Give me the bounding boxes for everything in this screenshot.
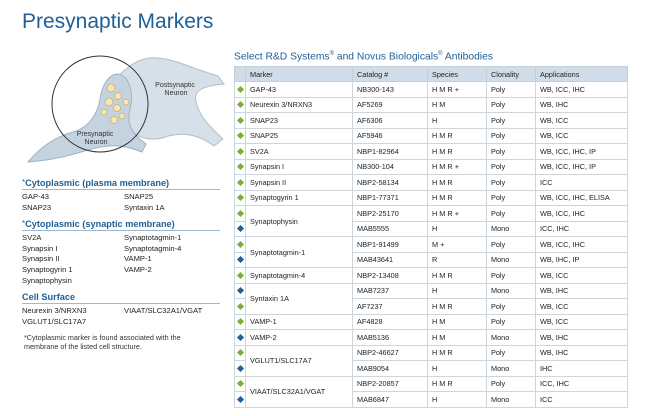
species-cell: H M R — [428, 345, 487, 361]
table-row — [235, 97, 628, 113]
marker-cell: VIAAT/SLC32A1/VGAT — [246, 376, 353, 407]
row-diamond-icon — [235, 376, 246, 392]
species-cell: H M — [428, 330, 487, 346]
applications-cell: WB, ICC, IHC — [536, 206, 628, 222]
diamond-icon — [236, 179, 243, 186]
clonality-cell: Poly — [487, 268, 536, 284]
marker-cell: Neurexin 3/NRXN3 — [246, 97, 353, 113]
species-cell: H M R + — [428, 159, 487, 175]
catalog-cell: MAB5555 — [353, 221, 428, 237]
clonality-cell: Mono — [487, 252, 536, 268]
table-row — [235, 268, 628, 284]
species-cell: H M R — [428, 299, 487, 315]
category-item: SNAP25 — [124, 192, 154, 201]
clonality-cell: Poly — [487, 159, 536, 175]
table-row — [235, 144, 628, 160]
catalog-cell: NB300-143 — [353, 82, 428, 98]
catalog-cell: MAB9054 — [353, 361, 428, 377]
row-diamond-icon — [235, 175, 246, 191]
marker-cell: Synaptogyrin 1 — [246, 190, 353, 206]
row-diamond-icon — [235, 361, 246, 377]
species-cell: H — [428, 392, 487, 408]
applications-cell: WB, ICC — [536, 314, 628, 330]
catalog-cell: NBP2-58134 — [353, 175, 428, 191]
col-applications: Applications — [536, 67, 628, 82]
table-row — [235, 206, 628, 222]
species-cell: H — [428, 283, 487, 299]
row-diamond-icon — [235, 237, 246, 253]
marker-cell: Synapsin I — [246, 159, 353, 175]
catalog-cell: AF5946 — [353, 128, 428, 144]
applications-cell: WB, IHC, IP — [536, 252, 628, 268]
dot-column-header — [235, 67, 246, 82]
col-catalog: Catalog # — [353, 67, 428, 82]
diamond-icon — [236, 210, 243, 217]
applications-cell: WB, IHC — [536, 97, 628, 113]
table-header-row — [235, 67, 628, 82]
row-diamond-icon — [235, 144, 246, 160]
row-diamond-icon — [235, 252, 246, 268]
clonality-cell: Poly — [487, 376, 536, 392]
row-diamond-icon — [235, 299, 246, 315]
category-item: SNAP23 — [22, 202, 52, 212]
category-section — [22, 219, 220, 285]
clonality-cell: Mono — [487, 330, 536, 346]
catalog-cell: AF7237 — [353, 299, 428, 315]
clonality-cell: Poly — [487, 175, 536, 191]
category-item: SV2A — [22, 233, 42, 243]
applications-cell: ICC, IHC — [536, 376, 628, 392]
clonality-cell: Poly — [487, 97, 536, 113]
category-item: VGLUT1/SLC17A7 — [22, 316, 87, 326]
table-row — [235, 283, 628, 299]
marker-cell: Synaptotagmin-1 — [246, 237, 353, 268]
catalog-cell: AF4828 — [353, 314, 428, 330]
catalog-cell: NB300-104 — [353, 159, 428, 175]
marker-cell: Synaptotagmin-4 — [246, 268, 353, 284]
row-diamond-icon — [235, 206, 246, 222]
catalog-cell: AF5269 — [353, 97, 428, 113]
diamond-icon — [236, 349, 243, 356]
marker-cell: VAMP-2 — [246, 330, 353, 346]
clonality-cell: Mono — [487, 361, 536, 377]
presynaptic-neuron-shape — [28, 74, 146, 162]
synapse-diagram — [18, 44, 228, 164]
diamond-icon — [236, 318, 243, 325]
category-heading: Cell Surface — [22, 292, 220, 304]
category-item: VAMP-2 — [124, 264, 152, 274]
row-diamond-icon — [235, 128, 246, 144]
species-cell: H M R — [428, 175, 487, 191]
applications-cell: WB, ICC, IHC — [536, 237, 628, 253]
catalog-cell: NBP2-46627 — [353, 345, 428, 361]
table-row — [235, 159, 628, 175]
category-item: GAP-43 — [22, 192, 50, 201]
species-cell: R — [428, 252, 487, 268]
marker-cell: Synapsin II — [246, 175, 353, 191]
category-section — [22, 178, 220, 212]
diamond-icon — [236, 380, 243, 387]
diamond-icon — [236, 86, 243, 93]
marker-cell: SNAP25 — [246, 128, 353, 144]
species-cell: H M — [428, 97, 487, 113]
clonality-cell: Poly — [487, 345, 536, 361]
postsynaptic-label: Postsynaptic Neuron — [155, 82, 195, 97]
applications-cell: WB, ICC — [536, 128, 628, 144]
catalog-cell: MAB5136 — [353, 330, 428, 346]
diamond-icon — [236, 225, 243, 232]
catalog-cell: MAB7237 — [353, 283, 428, 299]
diamond-icon — [236, 148, 243, 155]
applications-cell: IHC — [536, 361, 628, 377]
row-diamond-icon — [235, 113, 246, 129]
page-title: Presynaptic Markers — [22, 10, 214, 33]
clonality-cell: Poly — [487, 128, 536, 144]
catalog-cell: NBP1-77371 — [353, 190, 428, 206]
col-species: Species — [428, 67, 487, 82]
table-row — [235, 113, 628, 129]
diamond-icon — [236, 272, 243, 279]
species-cell: H — [428, 113, 487, 129]
table-row — [235, 345, 628, 361]
catalog-cell: MAB6847 — [353, 392, 428, 408]
species-cell: H — [428, 361, 487, 377]
row-diamond-icon — [235, 159, 246, 175]
col-marker: Marker — [246, 67, 353, 82]
catalog-cell: NBP1-82964 — [353, 144, 428, 160]
marker-categories — [22, 178, 220, 333]
diamond-icon — [236, 163, 243, 170]
marker-cell: SV2A — [246, 144, 353, 160]
species-cell: H M R + — [428, 206, 487, 222]
clonality-cell: Mono — [487, 392, 536, 408]
row-diamond-icon — [235, 221, 246, 237]
applications-cell: ICC — [536, 392, 628, 408]
catalog-cell: NBP1-91499 — [353, 237, 428, 253]
table-row — [235, 128, 628, 144]
table-row — [235, 237, 628, 253]
diamond-icon — [236, 396, 243, 403]
species-cell: M + — [428, 237, 487, 253]
applications-cell: ICC, IHC — [536, 221, 628, 237]
row-diamond-icon — [235, 283, 246, 299]
category-item: VAMP-1 — [124, 254, 152, 264]
applications-cell: WB, IHC — [536, 283, 628, 299]
clonality-cell: Poly — [487, 113, 536, 129]
row-diamond-icon — [235, 392, 246, 408]
clonality-cell: Poly — [487, 314, 536, 330]
catalog-cell: NBP2-25170 — [353, 206, 428, 222]
table-heading: Select R&D Systems® and Novus Biologicals® Antibodies — [234, 51, 493, 63]
row-diamond-icon — [235, 268, 246, 284]
table-row — [235, 82, 628, 98]
clonality-cell: Mono — [487, 221, 536, 237]
clonality-cell: Mono — [487, 283, 536, 299]
category-heading: *Cytoplasmic (plasma membrane) — [22, 178, 220, 190]
catalog-cell: AF6306 — [353, 113, 428, 129]
species-cell: H M R — [428, 190, 487, 206]
marker-cell: VGLUT1/SLC17A7 — [246, 345, 353, 376]
applications-cell: WB, ICC, IHC, IP — [536, 144, 628, 160]
diamond-icon — [236, 241, 243, 248]
diamond-icon — [236, 132, 243, 139]
row-diamond-icon — [235, 97, 246, 113]
applications-cell: ICC — [536, 175, 628, 191]
marker-cell: VAMP-1 — [246, 314, 353, 330]
category-item — [124, 317, 220, 327]
applications-cell: WB, IHC — [536, 345, 628, 361]
col-clonality: Clonality — [487, 67, 536, 82]
table-row — [235, 175, 628, 191]
diamond-icon — [236, 256, 243, 263]
category-item: Neurexin 3/NRXN3 — [22, 306, 87, 316]
category-item: Synaptogyrin 1 — [22, 264, 73, 274]
row-diamond-icon — [235, 345, 246, 361]
row-diamond-icon — [235, 314, 246, 330]
clonality-cell: Poly — [487, 144, 536, 160]
diamond-icon — [236, 101, 243, 108]
diamond-icon — [236, 365, 243, 372]
diamond-icon — [236, 287, 243, 294]
catalog-cell: NBP2-13408 — [353, 268, 428, 284]
applications-cell: WB, ICC, IHC — [536, 82, 628, 98]
category-item — [124, 276, 220, 286]
applications-cell: WB, ICC — [536, 268, 628, 284]
category-heading: *Cytoplasmic (synaptic membrane) — [22, 219, 220, 231]
species-cell: H M R — [428, 376, 487, 392]
species-cell: H M R — [428, 144, 487, 160]
table-row — [235, 376, 628, 392]
row-diamond-icon — [235, 330, 246, 346]
applications-cell: WB, ICC — [536, 299, 628, 315]
diamond-icon — [236, 194, 243, 201]
clonality-cell: Poly — [487, 82, 536, 98]
species-cell: H M R — [428, 128, 487, 144]
category-item: Syntaxin 1A — [124, 202, 165, 212]
category-item: Synapsin II — [22, 254, 60, 264]
applications-cell: WB, ICC, IHC, ELISA — [536, 190, 628, 206]
species-cell: H M R — [428, 268, 487, 284]
diamond-icon — [236, 334, 243, 341]
applications-cell: WB, ICC — [536, 113, 628, 129]
row-diamond-icon — [235, 190, 246, 206]
clonality-cell: Poly — [487, 206, 536, 222]
category-item: Synaptophysin — [22, 275, 72, 285]
category-item: Synaptotagmin-4 — [124, 243, 182, 253]
table-row — [235, 190, 628, 206]
row-diamond-icon — [235, 82, 246, 98]
category-section — [22, 292, 220, 326]
category-item: VIAAT/SLC32A1/VGAT — [124, 306, 203, 316]
catalog-cell: MAB43641 — [353, 252, 428, 268]
presynaptic-label: Presynaptic Neuron — [76, 131, 114, 146]
diamond-icon — [236, 117, 243, 124]
clonality-cell: Poly — [487, 299, 536, 315]
footnote: *Cytoplasmic marker is found associated with the membrane of the listed cell structure. — [24, 333, 181, 351]
antibody-table — [234, 66, 628, 408]
diamond-icon — [236, 303, 243, 310]
table-row — [235, 330, 628, 346]
species-cell: H M R + — [428, 82, 487, 98]
marker-cell: Syntaxin 1A — [246, 283, 353, 314]
category-item: Synapsin I — [22, 243, 58, 253]
table-row — [235, 314, 628, 330]
species-cell: H — [428, 221, 487, 237]
clonality-cell: Poly — [487, 190, 536, 206]
category-item: Synaptotagmin-1 — [124, 233, 182, 243]
species-cell: H M — [428, 314, 487, 330]
catalog-cell: NBP2-20857 — [353, 376, 428, 392]
applications-cell: WB, IHC — [536, 330, 628, 346]
marker-cell: GAP-43 — [246, 82, 353, 98]
marker-cell: SNAP23 — [246, 113, 353, 129]
marker-cell: Synaptophysin — [246, 206, 353, 237]
clonality-cell: Poly — [487, 237, 536, 253]
applications-cell: WB, ICC, IHC, IP — [536, 159, 628, 175]
